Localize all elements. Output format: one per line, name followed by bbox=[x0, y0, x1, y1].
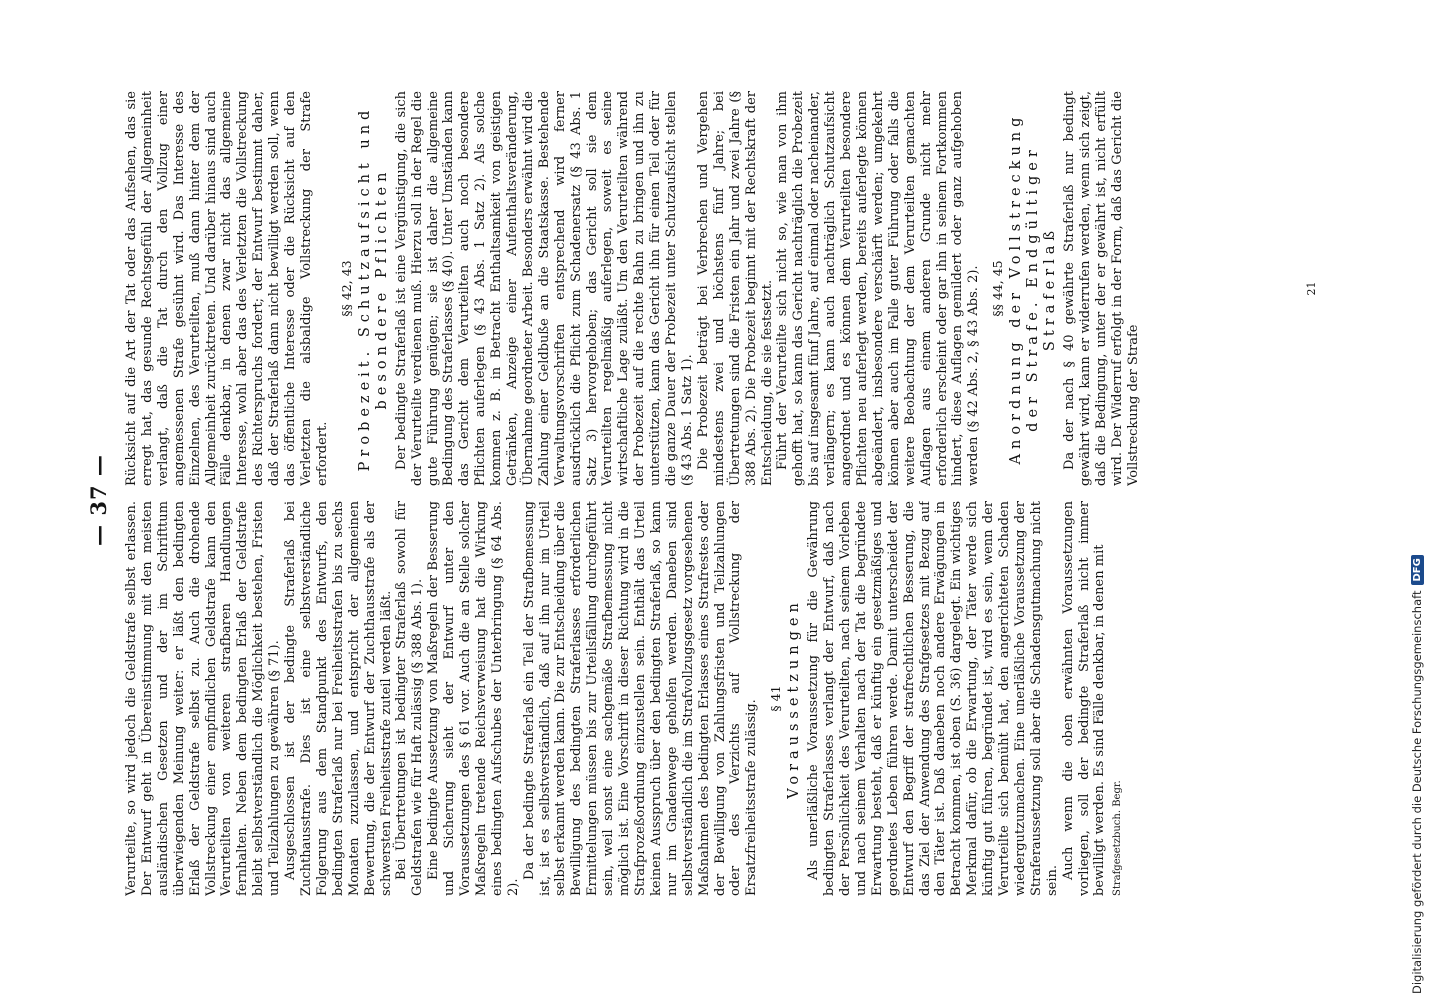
paragraph: Rücksicht auf die Art der Tat oder das Aufsehen, das sie erregt hat, das gesunde Rechtsgefühl der Allgemeinheit verlangt, daß die Tat durch den Vollzug einer angemessenen Strafe gesühnt wird. Das Interesse des Einzelnen, des Verurteilten, muß dann hinter dem der Allgemeinheit zurücktreten. Und darüber hinaus sind auch Fälle denkbar, in denen zwar nicht das allgemeine Interesse, wohl aber das des Verletzten die Vollstreckung des Richterspruchs fordert; der Entwurf bestimmt daher, daß der Straferlaß dann nicht bewilligt werden soll, wenn das öffentliche Interesse oder die Rücksicht auf den Verletzten die alsbaldige Vollstreckung der Strafe erfordert. bbox=[124, 91, 330, 486]
section-title: Anordnung der Vollstreckung der Strafe. Endgültiger Straferlaß bbox=[1008, 112, 1059, 465]
paragraph: Auch wenn die oben erwähnten Voraussetzungen vorliegen, soll der bedingte Straferlaß nicht immer bewilligt werden. Es sind Fälle denkbar, in denen mit bbox=[1060, 501, 1108, 896]
paragraph: Als unerläßliche Voraussetzung für die Gewährung bedingten Straferlasses verlangt der Entwurf, daß nach der Persönlichkeit des Verurteilten, nach seinem Vorleben und nach seinem Verhalten nach der Tat die begründete Erwartung besteht, daß er künftig ein gesetzmäßiges und geordnetes Leben führen werde. Damit unterscheidet der Entwurf den Begriff der strafrechtlichen Besserung, die das Ziel der Anwendung des Strafgesetzes mit Bezug auf den Täter ist. Daß daneben noch andere Erwägungen in Betracht kommen, ist oben (S. 36) dargelegt. Ein wichtiges Merkmal dafür, ob die Erwartung, der Täter werde sich künftig gut führen, begründet ist, wird es sein, wenn der Verurteilte sich bemüht hat, den angerichteten Schaden wiedergutzumachen. Eine unerläßliche Voraussetzung der Straferaussetzung soll aber die Schadensgutmachung nicht sein. bbox=[806, 501, 1060, 896]
paragraph: Da der bedingte Straferlaß ein Teil der Strafbemessung ist, ist es selbstverständlich, daß auf ihn nur im Urteil selbst erkannt werden kann. Die zur Entscheidung über die Bewilligung des bedingten Straferlasses erforderlichen Ermittelungen müssen bis zur Urteilsfällung durchgeführt sein, weil sonst eine sachgemäße Strafbemessung nicht möglich ist. Eine Vorschrift in dieser Richtung wird in die Strafprozeßordnung einzustellen sein. Enthält das Urteil keinen Ausspruch über den bedingten Straferlaß, so kann nur im Gnadenwege geholfen werden. Daneben sind selbstverständlich die im Strafvollzugsgesetz vorgesehenen Maßnahmen des bedingten Erlasses eines Strafrestes oder der Bewilligung von Zahlungsfristen und Teilzahlungen oder des Verzichts auf Vollstreckung der Ersatzfreiheitsstrafe zulässig. bbox=[521, 501, 760, 896]
signature-mark: Strafgesetzbuch. Begr. bbox=[1112, 780, 1124, 896]
section-number: §§ 44, 45 bbox=[990, 260, 1006, 317]
paragraph: Führt der Verurteilte sich nicht so, wie man von ihm gehofft hat, so kann das Gericht nachträglich die Probezeit bis auf insgesamt fünf Jahre, auf einmal oder nacheinander, verlängern; es kann auch nachträglich Schutzaufsicht angeordnet und es können dem Verurteilten besondere Pflichten neu auferlegt werden, bereits auferlegte können abgeändert, insbesondere verschärft werden; umgekehrt können aber auch im Falle guter Führung oder falls die weitere Beobachtung der dem Verurteilten gemachten Auflagen aus einem anderen Grunde nicht mehr erforderlich erscheint oder gar ihn in seinem Fortkommen hindert, diese Auflagen gemildert oder ganz aufgehoben werden (§ 42 Abs. 2, § 43 Abs. 2). bbox=[775, 91, 982, 486]
paragraph: Ausgeschlossen ist der bedingte Straferlaß bei Zuchthausstrafe. Dies ist eine selbstverständliche Folgerung aus dem Standpunkt des Entwurfs, den bedingten Straferlaß nur bei Freiheitsstrafen bis zu sechs Monaten zuzulassen, und entspricht der allgemeinen Bewertung, die der Entwurf der Zuchthausstrafe als der schwersten Freiheitsstrafe zuteil werden läßt. bbox=[283, 501, 394, 896]
signature-mark: 21 bbox=[1305, 281, 1319, 296]
section-number: § 41 bbox=[768, 685, 784, 712]
paragraph: Die Probezeit beträgt bei Verbrechen und Vergehen mindestens zwei und höchstens fünf Jahre; bei Übertretungen sind die Fristen ein Jahr und zwei Jahre (§ 388 Abs. 2). Die Probezeit beginnt mit der Rechtskraft der Entscheidung, die sie festsetzt. bbox=[695, 91, 775, 486]
page-number: — 37 — bbox=[86, 454, 111, 546]
dfg-logo-icon: DFG bbox=[1411, 555, 1424, 584]
section-number: §§ 42, 43 bbox=[338, 260, 354, 317]
paragraph: Eine bedingte Aussetzung von Maßregeln der Besserung und Sicherung sieht der Entwurf unter den Voraussetzungen des § 61 vor. Auch die an Stelle solcher Maßregeln tretende Reichsverweisung hat die Wirkung eines bedingten Aufschubes der Unterbringung (§ 64 Abs. 2). bbox=[426, 501, 521, 896]
section-title: Voraussetzungen bbox=[786, 598, 803, 799]
digitization-text: Digitalisierung gefördert durch die Deutsche Forschungsgemeinschaft bbox=[1410, 590, 1424, 994]
paragraph: Da der nach § 40 gewährte Straferlaß nur bedingt gewährt wird, kann er widerrufen werden, wenn sich zeigt, daß die Bedingung, unter der er gewährt ist, nicht erfüllt wird. Der Widerruf erfolgt in der Form, daß das Gericht die Vollstreckung der Strafe bbox=[1062, 91, 1141, 486]
right-column bbox=[124, 91, 1320, 486]
left-column bbox=[124, 501, 1320, 896]
section-title: Probezeit. Schutzaufsicht und besondere Pflichten bbox=[356, 105, 390, 472]
paragraph: Bei Übertretungen ist bedingter Straferlaß sowohl für Geldstrafen wie für Haft zulässig (§ 388 Abs. 1). bbox=[394, 501, 426, 896]
paragraph: Der bedingte Straferlaß ist eine Vergünstigung, die sich der Verurteilte verdienen muß. Hierzu soll in der Regel die gute Führung genügen; sie ist daher die allgemeine Bedingung des Straferlasses (§ 40). Unter Umständen kann das Gericht dem Verurteilten auch noch besondere Pflichten auferlegen (§ 43 Abs. 1 Satz 2). Als solche kommen z. B. in Betracht Enthaltsamkeit von geistigen Getränken, Anzeige einer Aufenthaltsveränderung, Übernahme geordneter Arbeit. Besonders erwähnt wird die Zahlung einer Geldbuße an die Staatskasse. Bestehende Verwaltungsvorschriften entsprechend wird ferner ausdrücklich die Pflicht zum Schadenersatz (§ 43 Abs. 1 Satz 3) hervorgehoben; das Gericht soll sie dem Verurteilten regelmäßig auferlegen, soweit es seine wirtschaftliche Lage zuläßt. Um den Verurteilten während der Probezeit auf die rechte Bahn zu bringen und ihn zu unterstützen, kann das Gericht ihn für einen Teil oder für die ganze Dauer der Probezeit unter Schutzaufsicht stellen (§ 43 Abs. 1 Satz 1). bbox=[393, 91, 695, 486]
paragraph: Verurteilte, so wird jedoch die Geldstrafe selbst erlassen. Der Entwurf geht in Übereinstimmung mit den meisten ausländischen Gesetzen und der im Schrifttum überwiegenden Meinung weiter: er läßt den bedingten Erlaß der Geldstrafe selbst zu. Auch die drohende Vollstreckung einer empfindlichen Geldstrafe kann den Verurteilten von weiteren strafbaren Handlungen fernhalten. Neben dem bedingten Erlaß der Geldstrafe bleibt selbstverständlich die Möglichkeit bestehen, Fristen und Teilzahlungen zu gewähren (§ 71). bbox=[124, 501, 283, 896]
